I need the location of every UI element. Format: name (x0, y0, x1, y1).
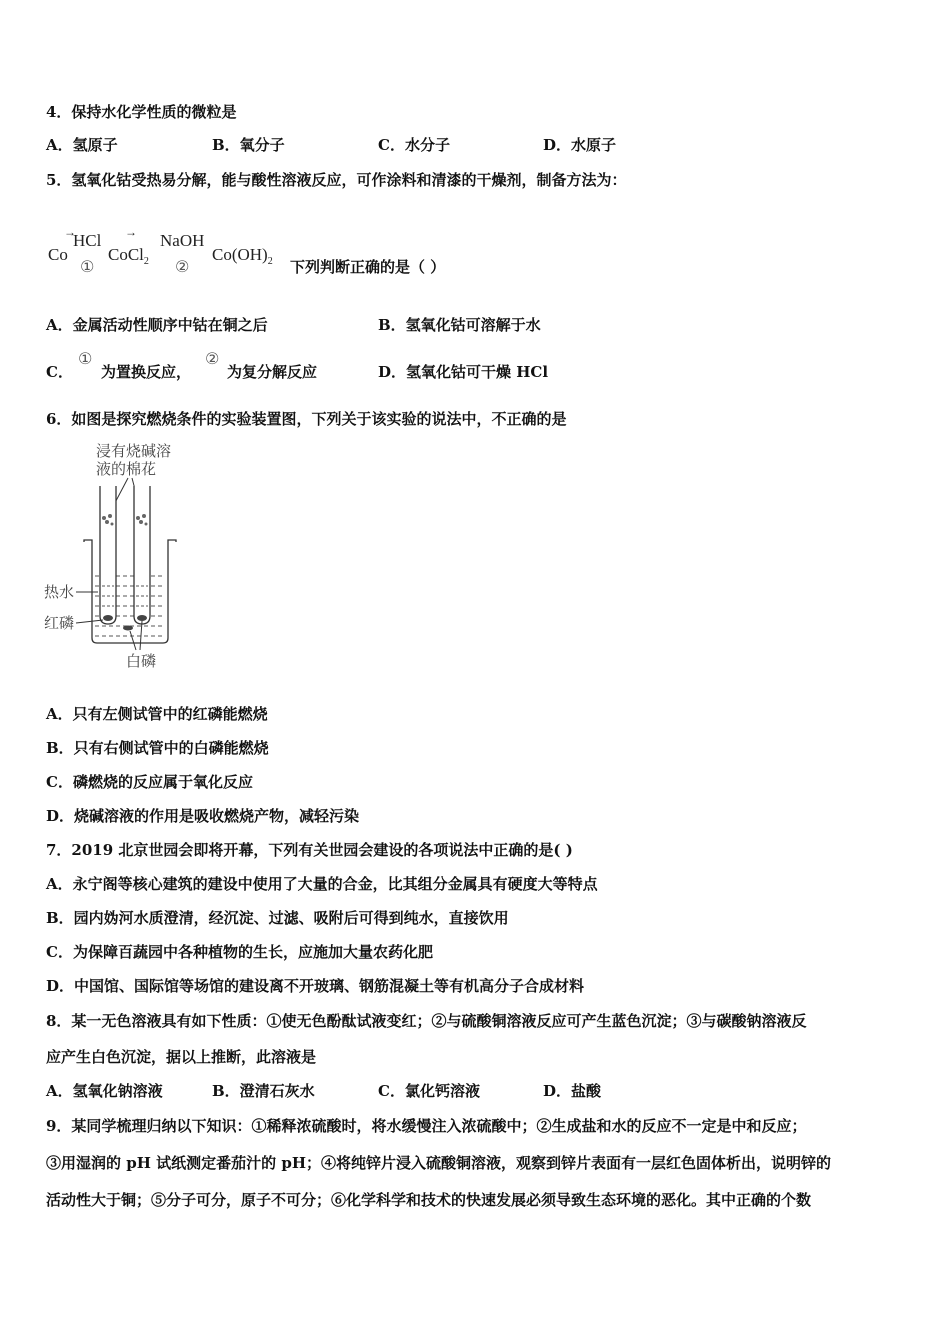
q8-stem-line1: 8．某一无色溶液具有如下性质：①使无色酚酞试液变红；②与硫酸铜溶液反应可产生蓝色沉淀；③与碳酸钠溶液反 (46, 1012, 807, 1030)
label-red-phosphorus: 红磷 (44, 614, 75, 632)
q5-option-b: B．氢氧化钴可溶解于水 (378, 316, 541, 334)
q6-option-d: D．烧碱溶液的作用是吸收燃烧产物，减轻污染 (46, 807, 360, 825)
q6-option-b: B．只有右侧试管中的白磷能燃烧 (46, 739, 269, 757)
q9-line1: 9．某同学梳理归纳以下知识：①稀释浓硫酸时，将水缓慢注入浓硫酸中；②生成盐和水的反应不一定是中和反应； (46, 1117, 807, 1135)
q4-option-d: D．水原子 (543, 136, 617, 154)
formula-co: Co (48, 245, 68, 264)
formula-step-2: ② (175, 257, 190, 276)
q7-option-b: B．园内妫河水质澄清，经沉淀、过滤、吸附后可得到纯水，直接饮用 (46, 909, 509, 927)
formula-hcl: HCl (73, 231, 102, 250)
q7-stem: 7．2019 北京世园会即将开幕，下列有关世园会建设的各项说法中正确的是( ) (46, 841, 573, 859)
q5-question: 下列判断正确的是（ ） (290, 258, 446, 276)
q5-stem: 5．氢氧化钴受热易分解，能与酸性溶液反应，可作涂料和清漆的干燥剂，制备方法为： (46, 171, 627, 189)
q7-option-d: D．中国馆、国际馆等场馆的建设离不开玻璃、钢筋混凝土等有机高分子合成材料 (46, 977, 585, 995)
q5-option-d: D．氢氧化钴可干燥 HCl (378, 363, 549, 381)
q6-option-c: C．磷燃烧的反应属于氧化反应 (46, 773, 253, 791)
q9-line2: ③用湿润的 pH 试纸测定番茄汁的 pH；④将纯锌片浸入硫酸铜溶液，观察到锌片表面有一层红色固体析出，说明锌的 (46, 1154, 831, 1172)
q5-option-c-circle-2: ② (205, 349, 220, 368)
apparatus-drawing (40, 438, 200, 673)
q6-option-a: A．只有左侧试管中的红磷能燃烧 (46, 705, 268, 723)
formula-cooh2: $Co(OH)_2$ (212, 245, 273, 267)
q8-option-d: D．盐酸 (543, 1082, 602, 1100)
q9-line3: 活动性大于铜；⑤分子可分，原子不可分；⑥化学科学和技术的快速发展必须导致生态环境的恶化。其中正确的个数 (46, 1191, 812, 1209)
q5-option-c-text-2: 为复分解反应 (227, 363, 318, 381)
formula-step-1: ① (80, 257, 95, 276)
q5-option-c-circle-1: ① (78, 349, 93, 368)
label-white-phosphorus: 白磷 (126, 652, 157, 670)
q8-option-b: B．澄清石灰水 (212, 1082, 315, 1100)
formula-arrow-2: → (125, 225, 137, 239)
q6-stem: 6．如图是探究燃烧条件的实验装置图，下列关于该实验的说法中，不正确的是 (46, 410, 567, 428)
label-hot-water: 热水 (44, 583, 75, 601)
q4-option-b: B．氧分子 (212, 136, 285, 154)
q5-option-c-label: C． (46, 363, 73, 381)
q4-option-a: A．氢原子 (46, 136, 118, 154)
formula-cocl2: CoCl$_2$ (108, 245, 149, 267)
q7-option-c: C．为保障百蔬园中各种植物的生长，应施加大量农药化肥 (46, 943, 433, 961)
q8-stem-line2: 应产生白色沉淀，据以上推断，此溶液是 (46, 1048, 317, 1066)
q8-option-a: A．氢氧化钠溶液 (46, 1082, 163, 1100)
formula-arrow-1: → (64, 225, 76, 239)
formula-naoh: NaOH (160, 231, 205, 250)
label-cotton-line2: 液的棉花 (96, 460, 157, 478)
q7-option-a: A．永宁阁等核心建筑的建设中使用了大量的合金，比其组分金属具有硬度大等特点 (46, 875, 598, 893)
label-cotton-line1: 浸有烧碱溶 (96, 442, 172, 460)
q4-stem: 4．保持水化学性质的微粒是 (46, 103, 237, 121)
q8-option-c: C．氯化钙溶液 (378, 1082, 480, 1100)
q4-option-c: C．水分子 (378, 136, 450, 154)
q5-option-a: A．金属活动性顺序中钴在铜之后 (46, 316, 268, 334)
q5-option-c-text-1: 为置换反应， (101, 363, 192, 381)
combustion-apparatus-figure (40, 438, 200, 673)
